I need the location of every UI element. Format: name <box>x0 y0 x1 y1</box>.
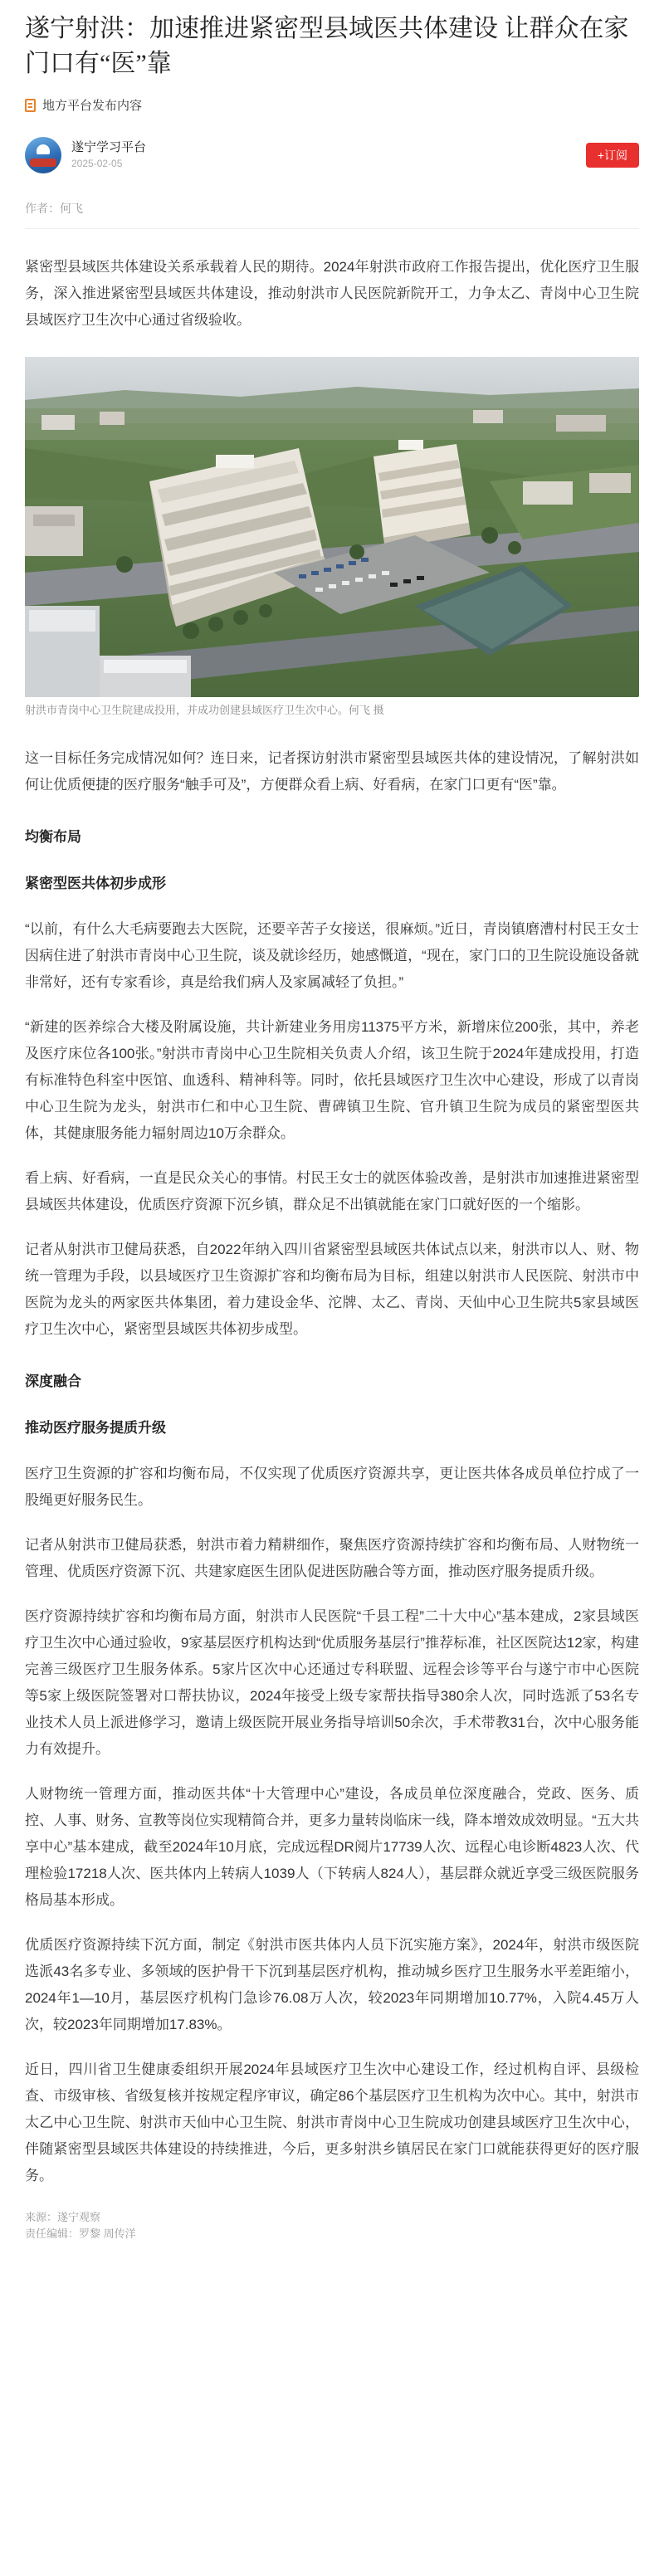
author-meta <box>71 139 146 171</box>
section-heading: 深度融合 <box>25 1373 81 1389</box>
section-subheading: 紧密型医共体初步成形 <box>25 876 166 891</box>
body-paragraph: 记者从射洪市卫健局获悉，射洪市着力精耕细作，聚焦医疗资源持续扩容和均衡布局、人财物统一管理、优质医疗资源下沉、共建家庭医生团队促进医防融合等方面，推动医疗服务提质升级。 <box>25 1537 639 1579</box>
section-subheading: 推动医疗服务提质升级 <box>25 1420 166 1436</box>
editor-line: 责任编辑：罗黎 周传洋 <box>25 2227 136 2240</box>
avatar[interactable] <box>25 137 61 173</box>
publish-tag-label: 地方平台发布内容 <box>42 99 143 113</box>
section-heading: 均衡布局 <box>25 829 81 845</box>
body-paragraph: 看上病、好看病，一直是民众关心的事情。村民王女士的就医体验改善，是射洪市加速推进紧密型县域医共体建设，优质医疗资源下沉乡镇，群众足不出镇就能在家门口就好医的一个缩影。 <box>25 1170 639 1212</box>
publish-tag <box>25 96 639 114</box>
hospital-aerial-photo <box>25 357 639 697</box>
body-paragraph: “新建的医养综合大楼及附属设施，共计新建业务用房11375平方米，新增床位200张，其中，养老及医疗床位各100张。”射洪市青岗中心卫生院相关负责人介绍，该卫生院于2024年建成投用，打造有标准特色科室中医馆、血透科、精神科等。同时，依托县域医疗卫生次中心建设，形成了以青岗中心卫生院为龙头，射洪市仁和中心卫生院、曹碑镇卫生院、官升镇卫生院为成员的紧密型医共体，其健康服务能力辐射周边10万余群众。 <box>25 1019 639 1141</box>
body-paragraph: 人财物统一管理方面，推动医共体“十大管理中心”建设，各成员单位深度融合，党政、医务、质控、人事、财务、宣教等岗位实现精简合并，更多力量转岗临床一线，降本增效成效明显。“五大共享中心”基本建成，截至2024年10月底，完成远程DR阅片17739人次、远程心电诊断4823人次、代理检验17218人次、医共体内上转病人1039人（下转病人824人），基层群众就近享受三级医院服务格局基本形成。 <box>25 1786 639 1908</box>
byline: 作者：何飞 <box>25 202 83 215</box>
article-footer <box>25 2209 639 2254</box>
body-paragraph: 记者从射洪市卫健局获悉，自2022年纳入四川省紧密型县域医共体试点以来，射洪市以人、财、物统一管理为手段，以县域医疗卫生资源扩容和均衡布局为目标，组建以射洪市人民医院、射洪市中医院为龙头的两家医共体集团，着力建设金华、沱牌、太乙、青岗、天仙中心卫生院共5家县域医疗卫生次中心，紧密型县域医共体初步成型。 <box>25 1242 639 1337</box>
body-paragraph: 近日，四川省卫生健康委组织开展2024年县域医疗卫生次中心建设工作，经过机构自评、县级检查、市级审核、省级复核并按规定程序审议，确定86个基层医疗卫生机构为次中心。其中，射洪市太乙中心卫生院、射洪市天仙中心卫生院、射洪市青岗中心卫生院成功创建县域医疗卫生次中心，伴随紧密型县域医共体建设的持续推进，今后，更多射洪乡镇居民在家门口就能获得更好的医疗服务。 <box>25 2061 639 2183</box>
publish-date: 2025-02-05 <box>71 158 123 169</box>
divider <box>25 228 639 229</box>
body-paragraph: 优质医疗资源持续下沉方面，制定《射洪市医共体内人员下沉实施方案》，2024年，射洪市级医院选派43名多专业、多领域的医护骨干下沉到基层医疗机构，推动城乡医疗卫生服务水平差距缩小，2024年1—10月，基层医疗机构门急诊76.08万人次，较2023年同期增加10.77%，入院4.45万人次，较2023年同期增加17.83%。 <box>25 1937 639 2032</box>
body-paragraph: 这一目标任务完成情况如何？连日来，记者探访射洪市紧密型县域医共体的建设情况，了解射洪如何让优质便捷的医疗服务“触手可及”，方便群众看上病、好看病，在家门口更有“医”靠。 <box>25 750 639 793</box>
body-paragraph: 医疗卫生资源的扩容和均衡布局，不仅实现了优质医疗资源共享，更让医共体各成员单位拧成了一股绳更好服务民生。 <box>25 1466 639 1508</box>
intro-paragraph: 紧密型县域医共体建设关系承载着人民的期待。2024年射洪市政府工作报告提出，优化医疗卫生服务，深入推进紧密型县域医共体建设，推动射洪市人民医院新院开工，力争太乙、青岗中心卫生院县域医疗卫生次中心通过省级验收。 <box>25 259 639 328</box>
article-title: 遂宁射洪：加速推进紧密型县域医共体建设 让群众在家门口有“医”靠 <box>25 15 629 77</box>
document-icon <box>25 99 36 112</box>
author-name[interactable]: 遂宁学习平台 <box>71 140 147 154</box>
subscribe-button[interactable]: +订阅 <box>586 143 639 168</box>
image-caption: 射洪市青岗中心卫生院建成投用，并成功创建县域医疗卫生次中心。何飞 摄 <box>25 704 384 716</box>
source-line: 来源：遂宁观察 <box>25 2211 101 2223</box>
author-row <box>25 135 639 175</box>
body-paragraph: “以前，有什么大毛病要跑去大医院，还要辛苦子女接送，很麻烦。”近日，青岗镇磨漕村村民王女士因病住进了射洪市青岗中心卫生院，谈及就诊经历，她感慨道，“现在，家门口的卫生院设施设备就非常好，还有专家看诊，真是给我们病人及家属减轻了负担。” <box>25 921 639 990</box>
body-paragraph: 医疗资源持续扩容和均衡布局方面，射洪市人民医院“千县工程”二十大中心”基本建成，2家县域医疗卫生次中心通过验收，9家基层医疗机构达到“优质服务基层行”推荐标准，社区医院达12家，构建完善三级医疗卫生服务体系。5家片区次中心还通过专科联盟、远程会诊等平台与遂宁市中心医院等5家上级医院签署对口帮扶协议，2024年接受上级专家帮扶指导380余人次，同时选派了53名专业技术人员上派进修学习，邀请上级医院开展业务指导培训50余次，手术带教31台，次中心服务能力有效提升。 <box>25 1608 639 1757</box>
hero-image[interactable] <box>25 357 639 697</box>
